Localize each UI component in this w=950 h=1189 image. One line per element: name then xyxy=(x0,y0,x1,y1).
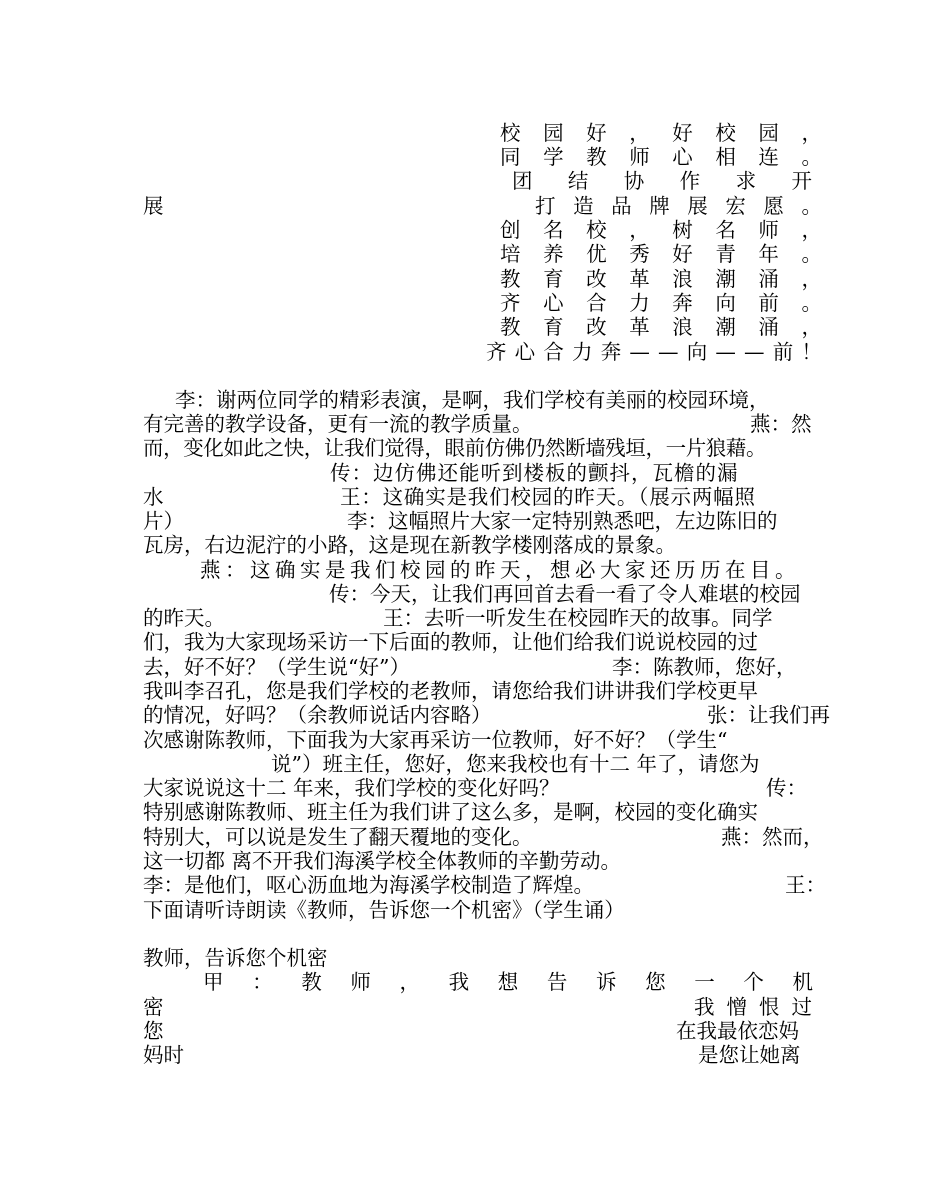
char: 同 xyxy=(500,145,521,169)
text-line: 特别感谢陈教师、班主任为我们讲了这么多，是啊，校园的变化确实 xyxy=(143,800,758,824)
char: 师 xyxy=(350,970,371,994)
poem-line xyxy=(535,194,822,218)
char: 奔 xyxy=(600,340,622,364)
char: 名 xyxy=(715,218,736,242)
char: 合 xyxy=(586,291,607,315)
char: 培 xyxy=(500,242,521,266)
text-line: 李：谢两位同学的精彩表演，是啊，我们学校有美丽的校园环境， xyxy=(175,388,770,412)
char: 心 xyxy=(514,340,536,364)
poem-line xyxy=(500,315,822,339)
char: 力 xyxy=(572,340,593,364)
char: 涌 xyxy=(758,315,779,339)
text-line: 去，好不好？（学生说“好”） xyxy=(143,655,410,679)
char: 师 xyxy=(758,218,779,242)
char: ， xyxy=(629,121,650,145)
text-line: 王：去听一听发生在校园昨天的故事。同学 xyxy=(383,606,773,630)
char: 名 xyxy=(543,218,564,242)
char: 开 xyxy=(791,169,812,193)
char: 甲 xyxy=(203,970,224,994)
char: 诉 xyxy=(596,970,617,994)
char: 改 xyxy=(586,315,607,339)
char: 您 xyxy=(645,970,666,994)
poem2-line-end xyxy=(694,995,812,1019)
char: 教 xyxy=(500,315,521,339)
poem2-line-end: 是您让她离 xyxy=(698,1043,801,1067)
char: 心 xyxy=(543,291,564,315)
char: 教 xyxy=(500,267,521,291)
text-line: 们，我为大家现场采访一下后面的教师，让他们给我们说说校园的过 xyxy=(143,630,758,654)
poem2-line xyxy=(203,970,813,994)
char: 改 xyxy=(586,267,607,291)
poem-line xyxy=(486,340,822,364)
char: 教 xyxy=(586,145,607,169)
char: 宏 xyxy=(725,194,746,218)
char: 育 xyxy=(543,315,564,339)
char: 愿 xyxy=(763,194,784,218)
char: 青 xyxy=(715,242,736,266)
char: 树 xyxy=(672,218,693,242)
char: 优 xyxy=(586,242,607,266)
char: 年 xyxy=(758,242,779,266)
char: 我 xyxy=(694,995,715,1019)
text-line: 燕：然而， xyxy=(721,825,824,849)
text-line: 的昨天。 xyxy=(143,606,225,630)
text-line: 我叫李召孔，您是我们学校的老教师，请您给我们讲讲我们学校更早 xyxy=(143,679,758,703)
char: 养 xyxy=(543,242,564,266)
char: 教 xyxy=(301,970,322,994)
char: 结 xyxy=(567,169,589,193)
char: 奔 xyxy=(672,291,693,315)
text-line: 王： xyxy=(785,873,826,897)
char: 向 xyxy=(686,340,708,364)
char: ， xyxy=(629,218,650,242)
text-line: 李：这幅照片大家一定特别熟悉吧，左边陈旧的 xyxy=(347,509,778,533)
char: 前 xyxy=(758,291,779,315)
char: 向 xyxy=(715,291,736,315)
char: ， xyxy=(801,218,822,242)
poem2-line-start: 妈时 xyxy=(143,1043,184,1067)
poem2-line-start: 您 xyxy=(143,1019,164,1043)
poem2-title: 教师，告诉您个机密 xyxy=(143,946,328,970)
char: 齐 xyxy=(486,340,507,364)
char: 前 xyxy=(772,340,794,364)
char: 涌 xyxy=(758,267,779,291)
char: 作 xyxy=(679,169,701,193)
char: 革 xyxy=(629,315,650,339)
char: 潮 xyxy=(715,267,736,291)
poem-line xyxy=(500,291,822,315)
text-line: 传： xyxy=(766,776,807,800)
char: 展 xyxy=(687,194,708,218)
char: 浪 xyxy=(672,315,693,339)
char: ： xyxy=(252,970,273,994)
text-line: 大家说说这十二 年来，我们学校的变化好吗？ xyxy=(143,776,560,800)
char: 校 xyxy=(586,218,607,242)
char: 好 xyxy=(672,121,693,145)
char: 我 xyxy=(448,970,470,994)
char: 育 xyxy=(543,267,564,291)
char: 学 xyxy=(543,145,564,169)
char: 园 xyxy=(543,121,564,145)
char: 。 xyxy=(801,145,822,169)
char: ！ xyxy=(801,340,822,364)
poem-line xyxy=(500,267,822,291)
char: 告 xyxy=(546,970,568,994)
char: 一 xyxy=(694,970,715,994)
poem-line xyxy=(500,121,822,145)
char: — xyxy=(629,340,650,364)
poem2-line-start: 密 xyxy=(143,995,164,1019)
poem-line xyxy=(512,169,812,193)
char: 潮 xyxy=(715,315,736,339)
char: 协 xyxy=(623,169,645,193)
text-line: 而，变化如此之快，让我们觉得，眼前仿佛仍然断墙残垣，一片狼藉。 xyxy=(143,436,767,460)
poem-line xyxy=(500,242,822,266)
char: 牌 xyxy=(649,194,670,218)
char: 心 xyxy=(672,145,693,169)
char: 打 xyxy=(535,194,556,218)
text-line: 有完善的教学设备，更有一流的教学质量。 xyxy=(143,412,533,436)
char: 机 xyxy=(792,970,813,994)
poem-line xyxy=(500,218,822,242)
char: 。 xyxy=(801,194,822,218)
text-line: 瓦房，右边泥泞的小路，这是现在新教学楼刚落成的景象。 xyxy=(143,533,676,557)
char: 求 xyxy=(735,169,757,193)
text-line: 张：让我们再 xyxy=(707,703,830,727)
char: — xyxy=(744,340,765,364)
char: 革 xyxy=(629,267,650,291)
poem2-line-end: 在我最依恋妈 xyxy=(676,1019,799,1043)
char: 齐 xyxy=(500,291,521,315)
char: 校 xyxy=(715,121,736,145)
char: 好 xyxy=(672,242,693,266)
char: — xyxy=(715,340,736,364)
char: ， xyxy=(801,267,822,291)
text-line: 燕：然 xyxy=(750,412,812,436)
text-line: 的情况，好吗？（余教师说话内容略） xyxy=(143,703,492,727)
char: 连 xyxy=(758,145,779,169)
text-line: 传：边仿佛还能听到楼板的颤抖，瓦檐的漏 xyxy=(330,461,739,485)
text-line: 特别大，可以说是发生了翻天覆地的变化。 xyxy=(143,825,533,849)
poem-line-wrap: 展 xyxy=(143,194,164,218)
char: ， xyxy=(801,315,822,339)
text-line: 王：这确实是我们校园的昨天。（展示两幅照 xyxy=(340,485,756,509)
char: 园 xyxy=(758,121,779,145)
text-line: 李：是他们，呕心沥血地为海溪学校制造了辉煌。 xyxy=(143,873,594,897)
char: 合 xyxy=(543,340,564,364)
char: 校 xyxy=(500,121,521,145)
char: 师 xyxy=(629,145,650,169)
char: 好 xyxy=(586,121,607,145)
char: ， xyxy=(399,970,420,994)
text-line: 下面请听诗朗读《教师，告诉您一个机密》（学生诵） xyxy=(143,898,625,922)
text-line: 水 xyxy=(143,485,164,509)
char: 恨 xyxy=(759,995,780,1019)
char: 。 xyxy=(801,242,822,266)
char: 力 xyxy=(629,291,650,315)
text-line: 燕：这确实是我们校园的昨天，想必大家还历历在目。 xyxy=(200,558,800,582)
char: 品 xyxy=(611,194,632,218)
char: 创 xyxy=(500,218,521,242)
char: 憎 xyxy=(726,995,747,1019)
text-line: 次感谢陈教师，下面我为大家再采访一位教师，好不好？（学生“ xyxy=(143,728,728,752)
char: 团 xyxy=(512,169,533,193)
poem-line xyxy=(500,145,822,169)
text-line: 说”）班主任，您好，您来我校也有十二 年了，请您为 xyxy=(271,752,760,776)
char: 造 xyxy=(573,194,594,218)
char: 过 xyxy=(791,995,812,1019)
char: 想 xyxy=(497,970,519,994)
char: 相 xyxy=(715,145,736,169)
text-line: 传：今天，让我们再回首去看一看了令人难堪的校园 xyxy=(329,582,801,606)
char: 。 xyxy=(801,291,822,315)
char: 秀 xyxy=(629,242,650,266)
text-line: 这一切都 离不开我们海溪学校全体教师的辛勤劳动。 xyxy=(143,849,622,873)
text-line: 李：陈教师，您好， xyxy=(612,655,797,679)
char: 个 xyxy=(743,970,764,994)
char: — xyxy=(658,340,679,364)
char: 浪 xyxy=(672,267,693,291)
char: ， xyxy=(801,121,822,145)
text-line: 片） xyxy=(143,509,184,533)
